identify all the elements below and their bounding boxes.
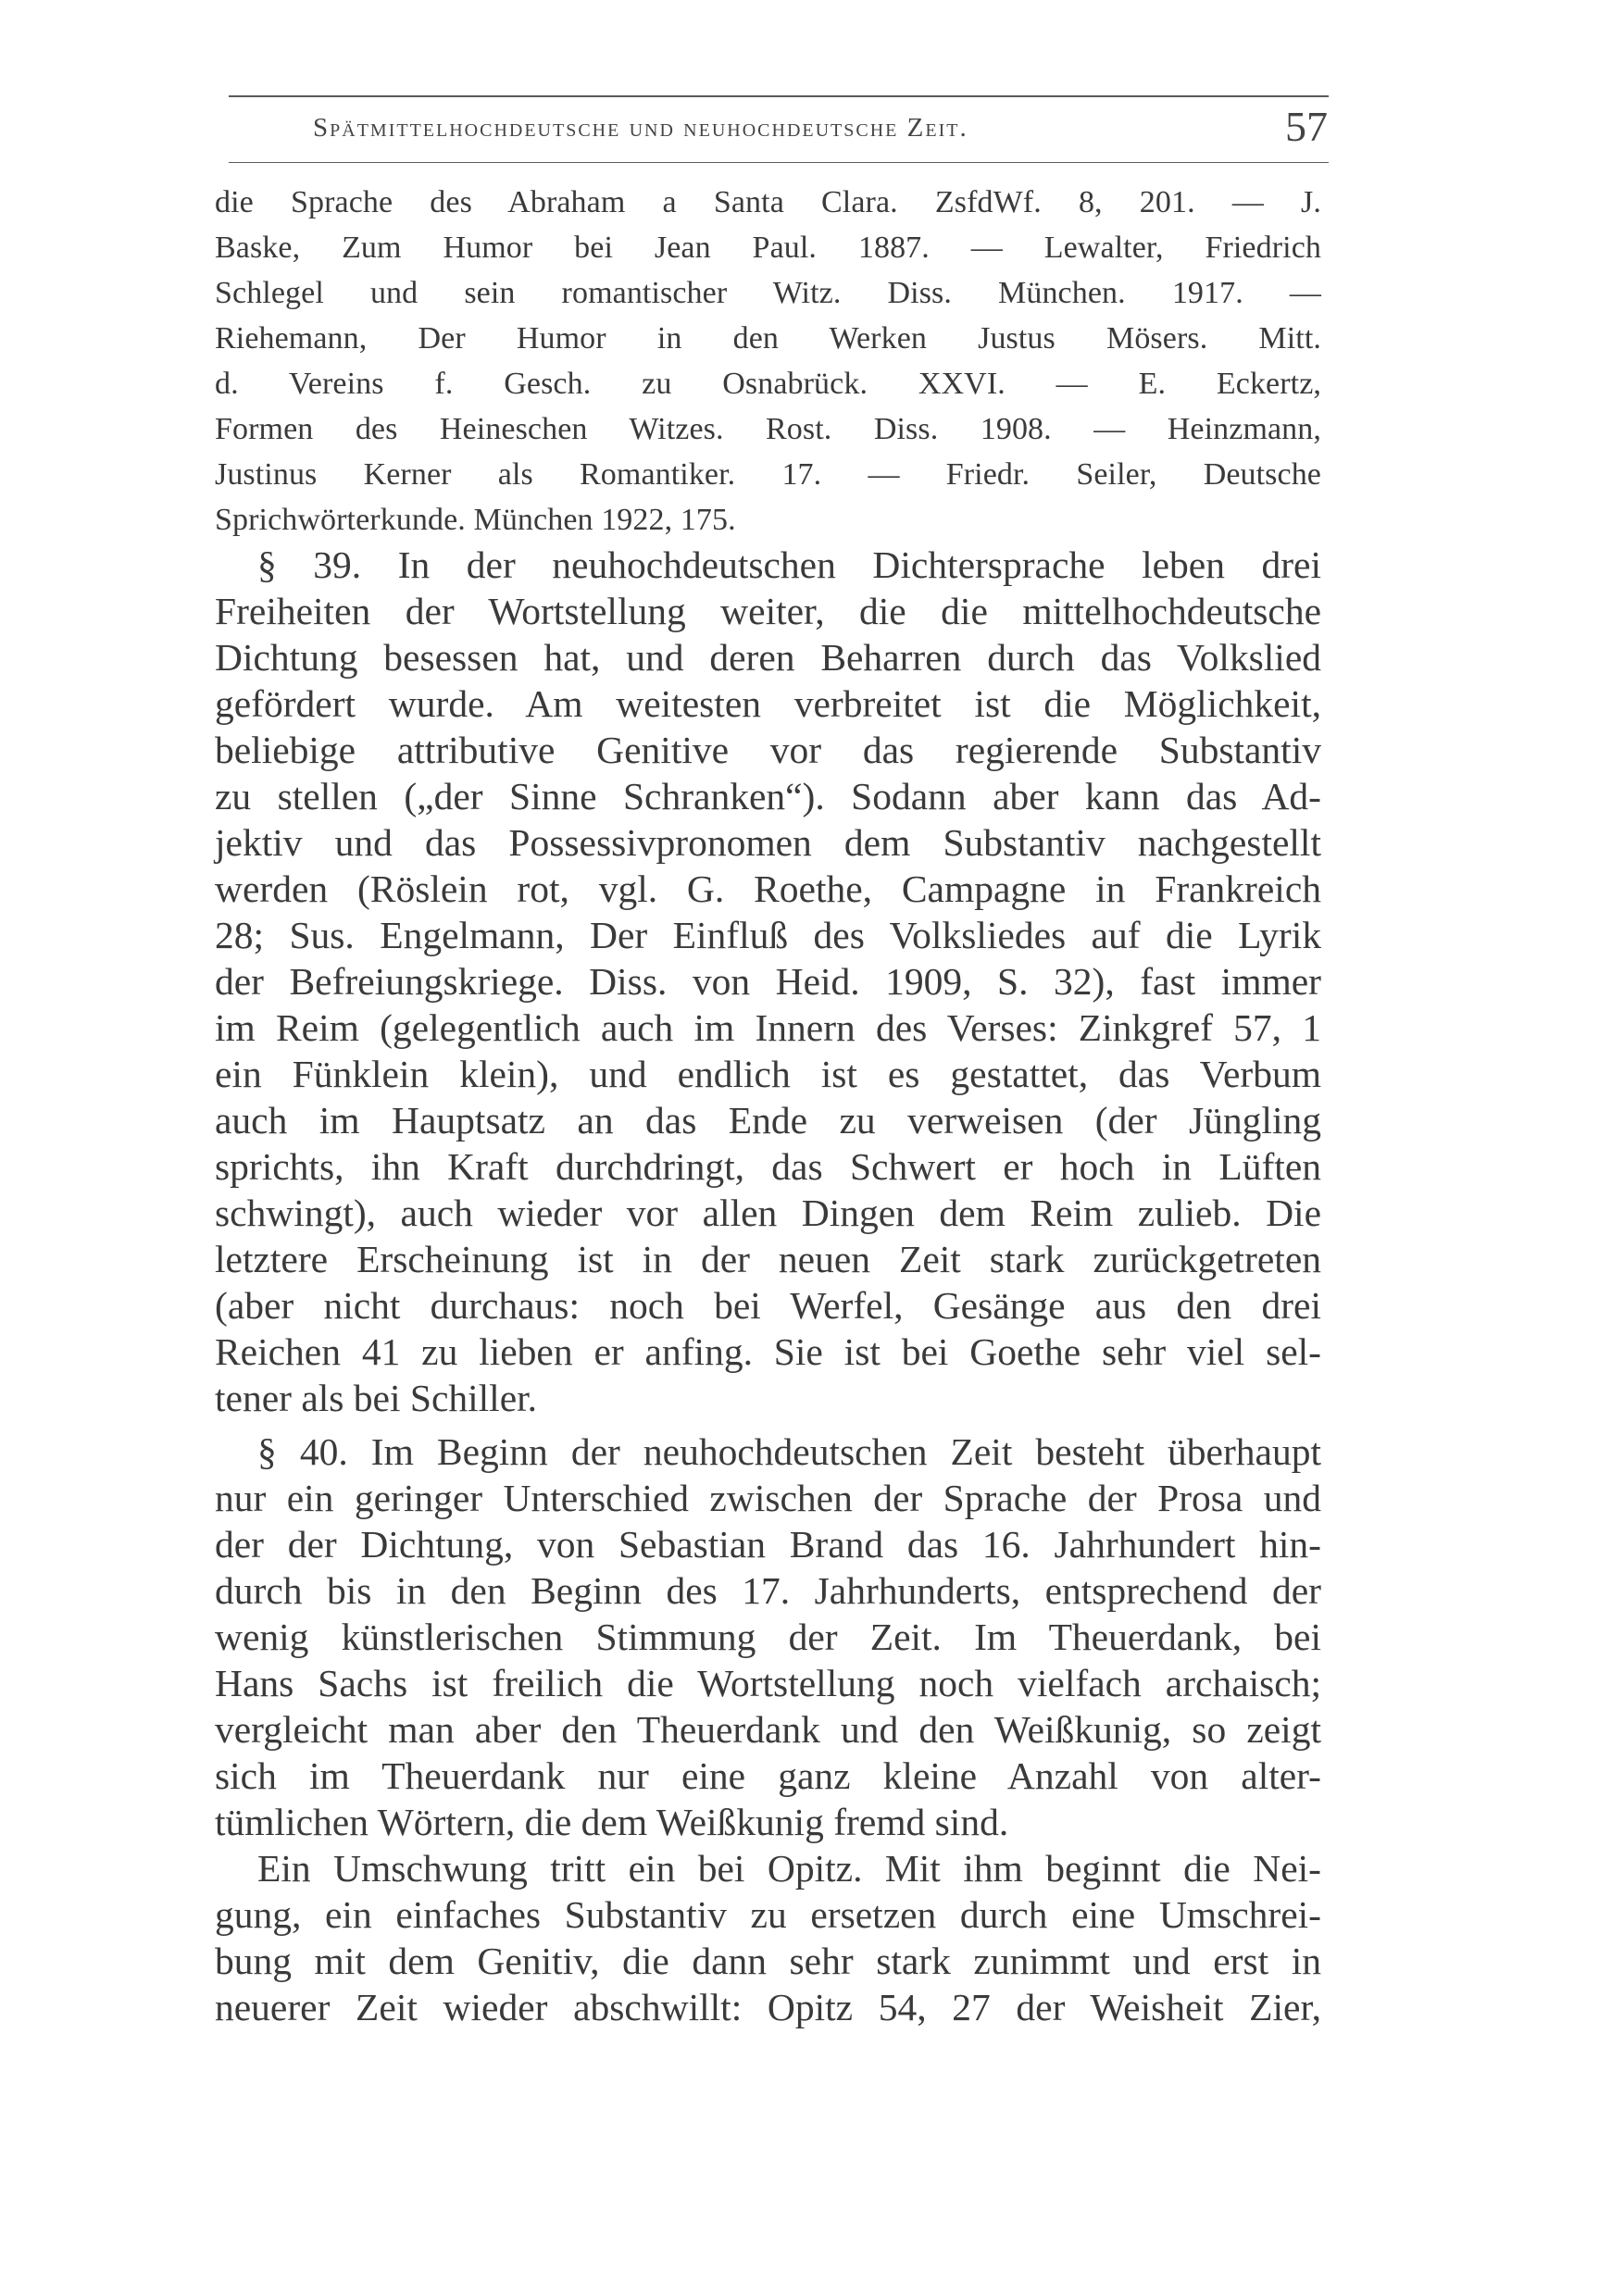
text-line: sprichts, ihn Kraft durchdringt, das Schwert er hoch in Lüften: [215, 1145, 1321, 1188]
text-line: gung, ein einfaches Substantiv zu ersetzen durch eine Umschrei-: [215, 1893, 1321, 1936]
text-line: werden (Röslein rot, vgl. G. Roethe, Campagne in Frankreich: [215, 867, 1321, 910]
text-line: Schlegel und sein romantischer Witz. Diss. München. 1917. —: [215, 276, 1321, 310]
text-line: wenig künstlerischen Stimmung der Zeit. Im Theuerdank, bei: [215, 1616, 1321, 1658]
text-line: tümlichen Wörtern, die dem Weißkunig fremd sind.: [215, 1801, 1009, 1843]
text-line: Reichen 41 zu lieben er anfing. Sie ist bei Goethe sehr viel sel-: [215, 1330, 1321, 1373]
header-rule-bottom: [229, 162, 1329, 163]
text-line: auch im Hauptsatz an das Ende zu verweisen (der Jüngling: [215, 1099, 1321, 1142]
text-line: sich im Theuerdank nur eine ganz kleine Anzahl von alter-: [215, 1754, 1321, 1797]
text-line: d. Vereins f. Gesch. zu Osnabrück. XXVI. — E. Eckertz,: [215, 367, 1321, 401]
text-line: letztere Erscheinung ist in der neuen Zeit stark zurückgetreten: [215, 1238, 1321, 1280]
text-line: die Sprache des Abraham a Santa Clara. ZsfdWf. 8, 201. — J.: [215, 185, 1321, 219]
text-line: Freiheiten der Wortstellung weiter, die die mittelhochdeutsche: [215, 590, 1321, 632]
paragraph-40-start: § 40. Im Beginn der neuhochdeutschen Zeit besteht überhaupt: [257, 1430, 1321, 1473]
text-line: Sprichwörterkunde. München 1922, 175.: [215, 503, 736, 537]
paragraph-start: Ein Umschwung tritt ein bei Opitz. Mit ihm beginnt die Nei-: [257, 1847, 1321, 1890]
text-line: nur ein geringer Unterschied zwischen der Sprache der Prosa und: [215, 1477, 1321, 1519]
text-line: Formen des Heineschen Witzes. Rost. Diss. 1908. — Heinzmann,: [215, 412, 1321, 446]
text-line: ein Fünklein klein), und endlich ist es gestattet, das Verbum: [215, 1053, 1321, 1095]
text-line: neuerer Zeit wieder abschwillt: Opitz 54, 27 der Weisheit Zier,: [215, 1986, 1321, 2028]
text-line: jektiv und das Possessivpronomen dem Substantiv nachgestellt: [215, 821, 1321, 864]
text-line: (aber nicht durchaus: noch bei Werfel, Gesänge aus den drei: [215, 1284, 1321, 1327]
text-line: Baske, Zum Humor bei Jean Paul. 1887. — Lewalter, Friedrich: [215, 231, 1321, 265]
text-line: zu stellen („der Sinne Schranken“). Sodann aber kann das Ad-: [215, 775, 1321, 817]
text-line: Dichtung besessen hat, und deren Beharren durch das Volkslied: [215, 636, 1321, 679]
page-number: 57: [1285, 103, 1328, 150]
text-line: tener als bei Schiller.: [215, 1377, 538, 1419]
text-line: Hans Sachs ist freilich die Wortstellung noch vielfach archaisch;: [215, 1662, 1321, 1704]
text-line: beliebige attributive Genitive vor das regierende Substantiv: [215, 729, 1321, 771]
text-line: durch bis in den Beginn des 17. Jahrhunderts, entsprechend der: [215, 1569, 1321, 1612]
text-line: Justinus Kerner als Romantiker. 17. — Friedr. Seiler, Deutsche: [215, 457, 1321, 492]
paragraph-39-start: § 39. In der neuhochdeutschen Dichtersprache leben drei: [257, 543, 1321, 586]
text-line: Riehemann, Der Humor in den Werken Justus Mösers. Mitt.: [215, 321, 1321, 356]
running-header: Spätmittelhochdeutsche und neuhochdeutsche Zeit.: [313, 113, 968, 143]
text-line: im Reim (gelegentlich auch im Innern des Verses: Zinkgref 57, 1: [215, 1006, 1321, 1049]
text-line: gefördert wurde. Am weitesten verbreitet ist die Möglichkeit,: [215, 682, 1321, 725]
header-rule-top: [229, 95, 1329, 97]
text-line: vergleicht man aber den Theuerdank und den Weißkunig, so zeigt: [215, 1708, 1321, 1751]
text-line: 28; Sus. Engelmann, Der Einfluß des Volksliedes auf die Lyrik: [215, 914, 1321, 956]
text-line: schwingt), auch wieder vor allen Dingen dem Reim zulieb. Die: [215, 1192, 1321, 1234]
text-line: der der Dichtung, von Sebastian Brand das 16. Jahrhundert hin-: [215, 1523, 1321, 1566]
text-line: bung mit dem Genitiv, die dann sehr stark zunimmt und erst in: [215, 1940, 1321, 1982]
text-line: der Befreiungskriege. Diss. von Heid. 1909, S. 32), fast immer: [215, 960, 1321, 1003]
